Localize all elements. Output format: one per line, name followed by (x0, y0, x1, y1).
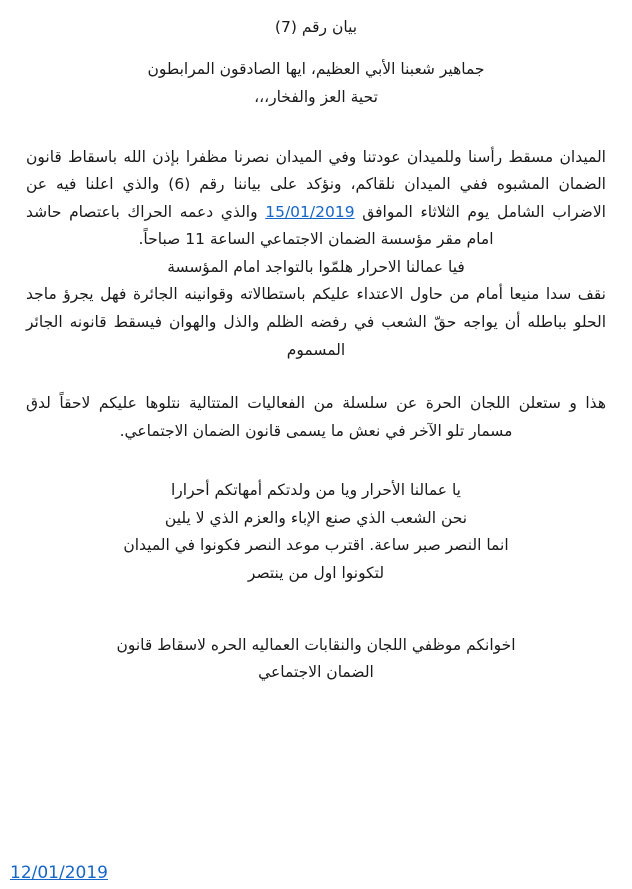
salutation-line-2: تحية العز والفخار،،، (254, 87, 378, 106)
body-paragraph-3 (26, 390, 606, 445)
body-paragraph-2-line-1: فيا عمالنا الاحرار هلمّوا بالتواجد امام المؤسسة (167, 257, 465, 276)
body-paragraph-2 (26, 254, 606, 364)
footer-date[interactable]: 12/01/2019 (10, 863, 108, 883)
signature-block (26, 632, 606, 687)
body-paragraph-4-line-2: نحن الشعب الذي صنع الإباء والعزم الذي لا يلين (164, 508, 468, 527)
salutation-line-1: جماهير شعبنا الأبي العظيم، ايها الصادقون المرابطون (147, 60, 485, 79)
body-1-after-link: والذي دعمه الحراك باعتصام حاشد امام مقر مؤسسة الضمان الاجتماعي الساعة 11 صباحاً. (26, 202, 494, 249)
body-1-before-link: الميدان مسقط رأسنا وللميدان عودتنا وفي الميدان نصرنا مظفرا بإذن الله باسقاط قانون الضمان المشبوه ففي الميدان نلقاكم، ونؤكد على بياننا رقم (6) والذي اعلنا فيه عن الاضراب الشامل يوم الثلاثاء الموافق (26, 147, 606, 221)
body-paragraph-4-line-4: لتكونوا اول من ينتصر (247, 564, 385, 583)
strike-date-link[interactable]: 15/01/2019 (265, 202, 355, 221)
spacer (26, 463, 606, 477)
body-paragraph-1-text (26, 144, 606, 254)
spacer (26, 130, 606, 144)
signature-line-1: اخوانكم موظفي اللجان والنقابات العماليه الحره لاسقاط قانون (116, 635, 516, 654)
body-paragraph-3-text: هذا و ستعلن اللجان الحرة عن سلسلة من الفعاليات المتتالية نتلوها عليكم لاحقاً لدق مسمار تلو الآخر في نعش ما يسمى قانون الضمان الاجتماعي. (26, 394, 606, 440)
body-paragraph-4-line-1: يا عمالنا الأحرار ويا من ولدتكم أمهاتكم أحرارا (170, 481, 461, 500)
spacer (26, 364, 606, 390)
body-paragraph-2-line-2: نقف سدا منيعا أمام من حاول الاعتداء عليكم باستطالاته وقوانينه الجائرة فهل يجرؤ ماجد الحلو بباطله أن يواجه حقّ الشعب في رفضه الظلم والذل والهوان فيسقط قانونه الجائر المسموم (26, 285, 606, 359)
signature-line-2: الضمان الاجتماعي (258, 663, 374, 682)
body-paragraph-4-line-3: انما النصر صبر ساعة. اقترب موعد النصر فكونوا في الميدان (123, 536, 509, 555)
body-paragraph-4 (26, 477, 606, 587)
document-title: بيان رقم (7) (274, 18, 358, 36)
salutation-block (26, 56, 606, 111)
body-paragraph-1 (26, 144, 606, 254)
